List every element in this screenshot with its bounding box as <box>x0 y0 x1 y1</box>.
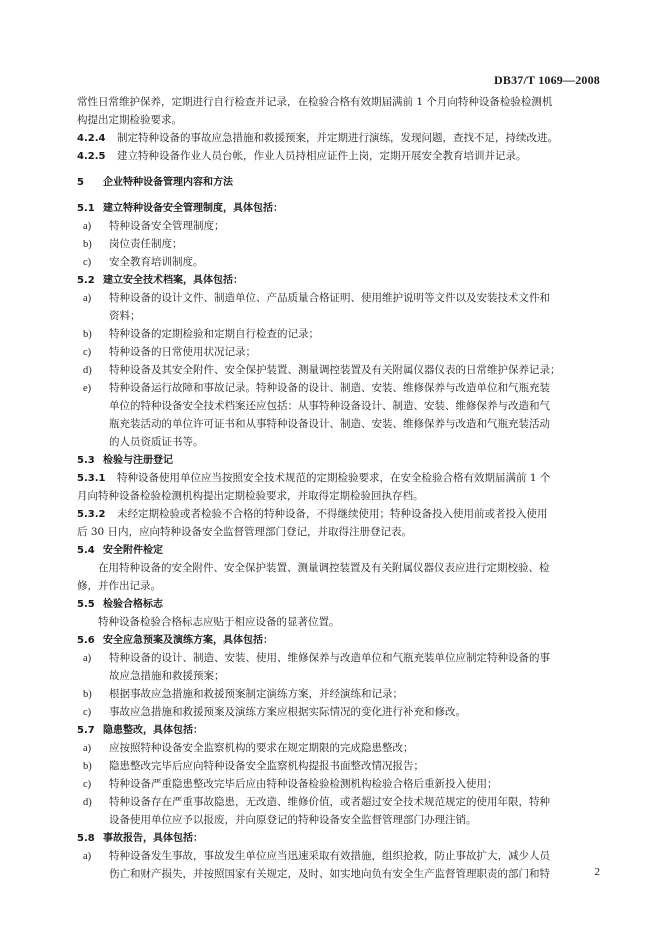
list-text: 特种设备存在严重事故隐患，无改造、维修价值，或者超过安全技术规范规定的使用年限，特种 <box>109 796 550 808</box>
clause-title: 安全应急预案及演练方案，具体包括： <box>103 635 273 646</box>
clause-title: 事故报告，具体包括： <box>103 833 203 844</box>
list-label: a) <box>83 221 92 232</box>
list-text: 隐患整改完毕后应向特种设备安全监察机构提报书面整改情况报告； <box>109 760 424 772</box>
paragraph-line: 后 30 日内，应向特种设备安全监督管理部门登记，并取得注册登记表。 <box>77 526 413 538</box>
list-item <box>77 847 602 865</box>
paragraph-line: 特种设备检验合格标志应贴于相应设备的显著位置。 <box>98 616 340 628</box>
list-text: 事故应急措施和救援预案及演练方案应根据实际情况的变化进行补充和修改。 <box>109 706 466 718</box>
list-text-continued: 资料； <box>109 310 141 322</box>
paragraph-line: 在用特种设备的安全附件、安全保护装置、测量调控装置及有关附属仪器仪表应进行定期校验、检 <box>98 562 550 574</box>
document-body <box>77 93 602 883</box>
clause-text: 特种设备使用单位应当按照安全技术规范的定期检验要求，在安全检验合格有效期届满前 1 个 <box>117 472 551 484</box>
list-text: 岗位责任制度； <box>109 238 183 250</box>
list-item <box>77 289 602 307</box>
clause-title: 检验合格标志 <box>103 599 163 610</box>
list-label: a) <box>83 653 92 664</box>
list-text: 根据事故应急措施和救援预案制定演练方案，并经演练和记录； <box>109 688 403 700</box>
clause-title: 建立特种设备安全管理制度，具体包括： <box>103 203 283 214</box>
clause-number: 5.3 <box>77 455 95 466</box>
list-label: a) <box>83 743 92 754</box>
clause-5-5 <box>77 595 602 613</box>
list-label: e) <box>83 383 92 394</box>
clause-title: 建立安全技术档案，具体包括： <box>103 275 243 286</box>
list-label: c) <box>83 779 92 790</box>
list-text-continued: 故应急措施和救援预案； <box>109 670 225 682</box>
list-item <box>77 685 602 703</box>
list-text: 特种设备严重隐患整改完毕后应由特种设备检验检测机构检验合格后重新投入使用； <box>109 778 498 790</box>
list-label: c) <box>83 347 92 358</box>
section-5-heading <box>77 173 602 191</box>
list-text: 特种设备发生事故，事故发生单位应当迅速采取有效措施，组织抢救，防止事故扩大，减少人员 <box>109 850 550 862</box>
list-text: 特种设备运行故障和事故记录。特种设备的设计、制造、安装、维修保养与改造单位和气瓶充装 <box>109 382 550 394</box>
section-title: 企业特种设备管理内容和方法 <box>103 177 233 188</box>
clause-number: 5.6 <box>77 635 95 646</box>
paragraph-line: 修，并作出记录。 <box>77 580 161 592</box>
list-text-continued: 单位的特种设备安全技术档案还应包括：从事特种设备设计、制造、安装、维修保养与改造和气 <box>109 400 550 412</box>
list-item <box>77 649 602 667</box>
standard-code: DB37/T 1069—2008 <box>494 73 600 87</box>
clause-number: 4.2.4 <box>77 133 106 144</box>
list-text: 特种设备的设计、制造、安装、使用、维修保养与改造单位和气瓶充装单位应制定特种设备的事 <box>109 652 550 664</box>
list-label: d) <box>83 797 92 808</box>
clause-5-6 <box>77 631 602 649</box>
list-item <box>77 757 602 775</box>
clause-number: 5.3.1 <box>77 473 106 484</box>
list-text-continued: 设备使用单位应予以报废，并向原登记的特种设备安全监督管理部门办理注销。 <box>109 814 477 826</box>
clause-5-1 <box>77 199 602 217</box>
clause-number: 5.2 <box>77 275 95 286</box>
list-text: 特种设备的设计文件、制造单位、产品质量合格证明、使用维护说明等文件以及安装技术文件和 <box>109 292 550 304</box>
list-text: 特种设备安全管理制度； <box>109 220 225 232</box>
list-label: b) <box>83 689 92 700</box>
clause-number: 5.3.2 <box>77 509 106 520</box>
clause-number: 5.7 <box>77 725 95 736</box>
list-text: 安全教育培训制度。 <box>109 256 204 268</box>
clause-number: 5.8 <box>77 833 95 844</box>
paragraph-line: 常性日常维护保养，定期进行自行检查并记录，在检验合格有效期届满前 1 个月向特种设备检验检测机 <box>77 96 553 108</box>
page-number: 2 <box>594 866 600 878</box>
list-item <box>77 343 602 361</box>
list-text-continued: 瓶充装活动的单位许可证书和从事特种设备设计、制造、安装、维修保养与改造和气瓶充装活动 <box>109 418 550 430</box>
list-label: c) <box>83 257 92 268</box>
list-text: 特种设备及其安全附件、安全保护装置、测量调控装置及有关附属仪器仪表的日常维护保养记录； <box>109 364 561 376</box>
list-label: a) <box>83 293 92 304</box>
paragraph-line: 月向特种设备检验检测机构提出定期检验要求，并取得定期检验回执存档。 <box>77 490 424 502</box>
clause-5-7 <box>77 721 602 739</box>
section-number: 5 <box>77 177 84 188</box>
list-label: a) <box>83 851 92 862</box>
clause-title: 安全附件检定 <box>103 545 163 556</box>
clause-5-3-2 <box>77 505 602 523</box>
clause-text: 未经定期检验或者检验不合格的特种设备，不得继续使用；特种设备投入使用前或者投入使用 <box>117 508 548 520</box>
list-item <box>77 703 602 721</box>
clause-5-2 <box>77 271 602 289</box>
list-item <box>77 739 602 757</box>
list-item <box>77 361 602 379</box>
clause-5-4 <box>77 541 602 559</box>
list-item <box>77 253 602 271</box>
list-label: b) <box>83 761 92 772</box>
list-item <box>77 235 602 253</box>
clause-number: 5.4 <box>77 545 95 556</box>
list-item <box>77 325 602 343</box>
clause-text: 建立特种设备作业人员台帐，作业人员持相应证件上岗，定期开展安全教育培训并记录。 <box>117 150 527 162</box>
list-item <box>77 379 602 397</box>
list-text-continued: 伤亡和财产损失，并按照国家有关规定，及时、如实地向负有安全生产监督管理职责的部门和特 <box>109 868 550 880</box>
clause-title: 检验与注册登记 <box>103 455 173 466</box>
clause-5-3 <box>77 451 602 469</box>
list-text-continued: 的人员资质证书等。 <box>109 436 204 448</box>
list-text: 应按照特种设备安全监察机构的要求在规定期限的完成隐患整改； <box>109 742 414 754</box>
clause-number: 5.1 <box>77 203 95 214</box>
clause-number: 4.2.5 <box>77 151 106 162</box>
list-label: b) <box>83 239 92 250</box>
list-label: b) <box>83 329 92 340</box>
list-item <box>77 775 602 793</box>
list-item <box>77 217 602 235</box>
paragraph-line: 构提出定期检验要求。 <box>77 114 182 126</box>
list-text: 特种设备的日常使用状况记录； <box>109 346 256 358</box>
list-label: c) <box>83 707 92 718</box>
list-label: d) <box>83 365 92 376</box>
clause-4-2-4 <box>77 129 602 147</box>
clause-5-8 <box>77 829 602 847</box>
list-item <box>77 793 602 811</box>
clause-number: 5.5 <box>77 599 95 610</box>
clause-title: 隐患整改，具体包括： <box>103 725 203 736</box>
clause-5-3-1 <box>77 469 602 487</box>
clause-4-2-5 <box>77 147 602 165</box>
clause-text: 制定特种设备的事故应急措施和救援预案，并定期进行演练，发现问题，查找不足，持续改进。 <box>117 132 558 144</box>
list-text: 特种设备的定期检验和定期自行检查的记录； <box>109 328 319 340</box>
